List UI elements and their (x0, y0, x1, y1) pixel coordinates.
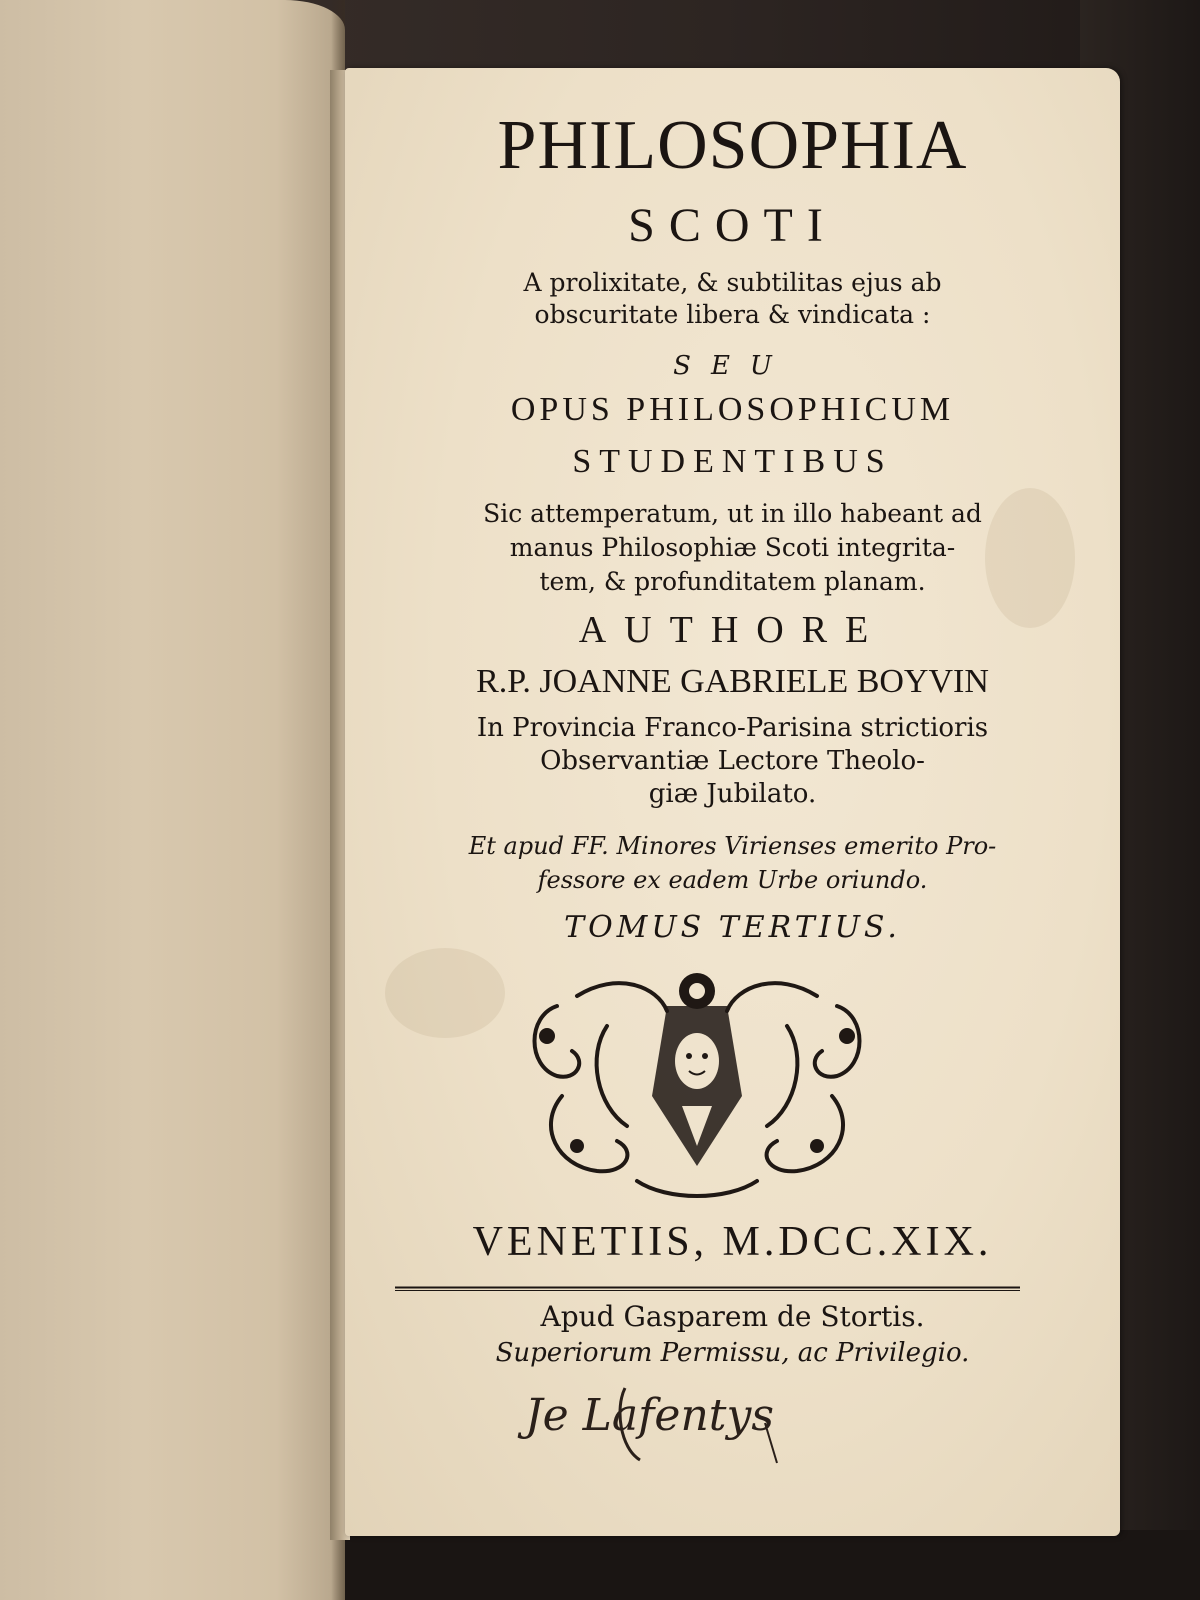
title-page (345, 68, 1120, 1536)
author-name: R.P. JOANNE GABRIELE BOYVIN (476, 663, 989, 700)
purpose-line-2: manus Philosophiæ Scoti integrita- (509, 533, 956, 562)
author-role-line-1: In Provincia Franco-Parisina strictioris (476, 713, 989, 743)
author-label: AUTHORE (578, 609, 887, 651)
author-role-line-2: Observantiæ Lectore Theolo- (540, 746, 925, 776)
imprint-rule (395, 1286, 1020, 1292)
printers-device-icon (517, 966, 877, 1206)
author-role-line-3: giæ Jubilato. (648, 779, 817, 809)
left-blank-page (0, 0, 345, 1600)
studentibus-line: STUDENTIBUS (572, 443, 893, 480)
description-line-2: obscuritate libera & vindicata : (534, 300, 931, 329)
description-line-1: A prolixitate, & subtilitas ejus ab (523, 268, 942, 297)
seu-line: SEU (673, 351, 792, 381)
handwritten-signature (515, 1368, 845, 1468)
volume-label: TOMUS TERTIUS. (564, 910, 901, 945)
svg-text:Je Lafentys: Je Lafentys (525, 1390, 774, 1441)
imprint-place-date: VENETIIS, M.DCC.XIX. (472, 1219, 993, 1265)
purpose-line-3: tem, & profunditatem planam. (539, 567, 926, 596)
purpose-line-1: Sic attemperatum, ut in illo habeant ad (483, 499, 982, 528)
book-subtitle: SCOTI (628, 199, 837, 252)
author-extra-line-2: fessore ex eadem Urbe oriundo. (537, 866, 928, 894)
book-bottom-shadow (330, 1530, 1200, 1600)
publisher-line: Apud Gasparem de Stortis. (540, 1300, 925, 1333)
author-extra-line-1: Et apud FF. Minores Virienses emerito Pro- (468, 832, 997, 860)
opus-line: OPUS PHILOSOPHICUM (510, 391, 955, 428)
privilege-line: Superiorum Permissu, ac Privilegio. (495, 1338, 970, 1368)
book-title: PHILOSOPHIA (497, 107, 968, 184)
paper-stain (385, 948, 505, 1038)
